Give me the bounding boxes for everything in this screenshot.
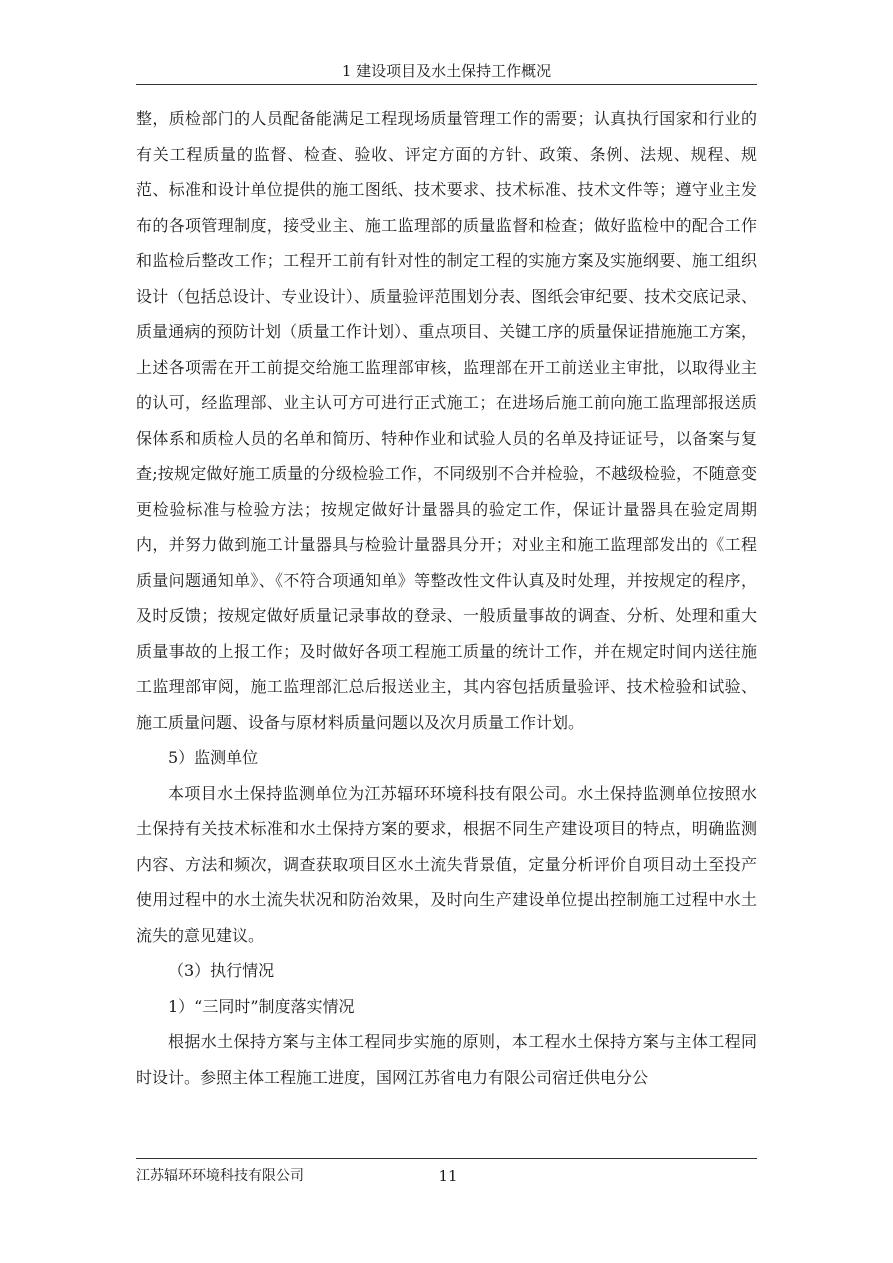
page-number: 11 bbox=[438, 1167, 458, 1185]
header-divider bbox=[136, 84, 757, 85]
heading-execution-status: （3）执行情况 bbox=[168, 961, 275, 980]
paragraph-monitoring-unit: 本项目水土保持监测单位为江苏辐环环境科技有限公司。水土保持监测单位按照水土保持有关技术标准和水土保持方案的要求，根据不同生产建设项目的特点，明确监测内容、方法和频次，调查获取项目区水土流失背景值，定量分析评价自项目动土至投产使用过程中的水土流失状况和防治效果，及时向生产建设单位提出控制施工过程中水土流失的意见建议。 bbox=[136, 783, 757, 945]
page-header: 1 建设项目及水土保持工作概况 bbox=[341, 62, 552, 80]
footer-divider bbox=[136, 1158, 757, 1159]
heading-monitoring-unit: 5）监测单位 bbox=[168, 748, 259, 767]
paragraph-quality-responsibilities: 整，质检部门的人员配备能满足工程现场质量管理工作的需要；认真执行国家和行业的有关工程质量的监督、检查、验收、评定方面的方针、政策、条例、法规、规程、规范、标准和设计单位提供的施工图纸、技术要求、技术标准、技术文件等；遵守业主发布的各项管理制度，接受业主、施工监理部的质量监督和检查；做好监检中的配合工作和监检后整改工作；工程开工前有针对性的制定工程的实施方案及实施纲要、施工组织设计（包括总设计、专业设计）、质量验评范围划分表、图纸会审纪要、技术交底记录、质量通病的预防计划（质量工作计划）、重点项目、关键工序的质量保证措施施工方案，上述各项需在开工前提交给施工监理部审核，监理部在开工前送业主审批，以取得业主的认可，经监理部、业主认可方可进行正式施工；在进场后施工前向施工监理部报送质保体系和质检人员的名单和简历、特种作业和试验人员的名单及持证证号，以备案与复查;按规定做好施工质量的分级检验工作，不同级别不合并检验，不越级检验，不随意变更检验标准与检验方法；按规定做好计量器具的验定工作，保证计量器具在验定周期内，并努力做到施工计量器具与检验计量器具分开；对业主和施工监理部发出的《工程质量问题通知单》、《不符合项通知单》等整改性文件认真及时处理，并按规定的程序，及时反馈；按规定做好质量记录事故的登录、一般质量事故的调查、分析、处理和重大质量事故的上报工作；及时做好各项工程施工质量的统计工作，并在规定时间内送往施工监理部审阅，施工监理部汇总后报送业主，其内容包括质量验评、技术检验和试验、施工质量问题、设备与原材料质量问题以及次月质量工作计划。 bbox=[136, 109, 757, 732]
footer-company: 江苏辐环环境科技有限公司 bbox=[136, 1168, 304, 1184]
heading-three-simultaneous: 1）“三同时”制度落实情况 bbox=[168, 996, 355, 1016]
document-body bbox=[136, 101, 757, 1095]
paragraph-three-simultaneous: 根据水土保持方案与主体工程同步实施的原则，本工程水土保持方案与主体工程同时设计。参照主体工程施工进度，国网江苏省电力有限公司宿迁供电分公 bbox=[136, 1032, 757, 1087]
